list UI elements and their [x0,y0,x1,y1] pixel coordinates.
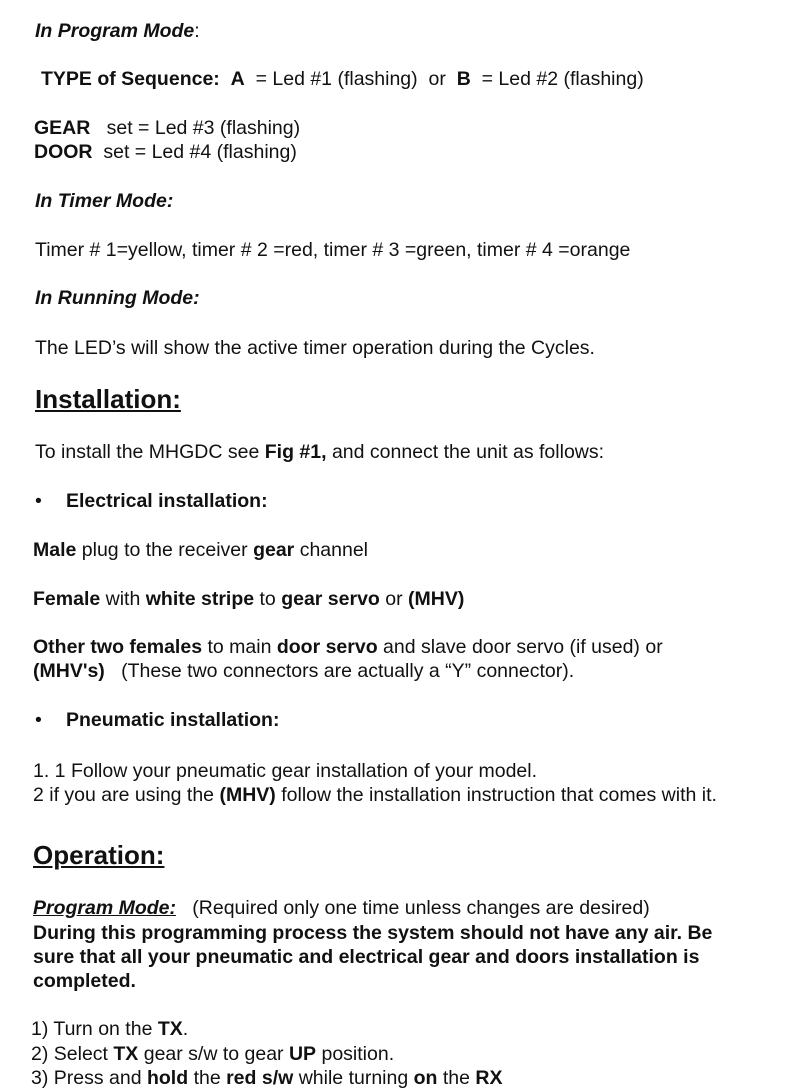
pneumatic-installation-bullet: • Pneumatic installation: [35,709,280,731]
electrical-installation-bullet: • Electrical installation: [35,490,268,512]
female-plug-line: Female with white stripe to gear servo or (MHV) [33,588,465,610]
sequence-type-line: TYPE of Sequence: A = Led #1 (flashing) or B = Led #2 (flashing) [41,68,644,90]
gear-set-line: GEAR set = Led #3 (flashing) [34,117,301,139]
male-plug-line: Male plug to the receiver gear channel [33,539,368,561]
operation-heading: Operation: [33,840,165,870]
operation-step-3: 3) Press and hold the red s/w while turning on the RX [31,1067,503,1089]
timer-mode-title: In Timer Mode: [35,190,174,212]
timer-colors-line: Timer # 1=yellow, timer # 2 =red, timer # 3 =green, timer # 4 =orange [35,239,631,261]
other-females-line-2: (MHV's) (These two connectors are actually a “Y” connector). [33,660,575,682]
other-females-line-1: Other two females to main door servo and slave door servo (if used) or [33,636,663,658]
warning-line-3: completed. [33,970,136,992]
installation-heading: Installation: [35,384,181,414]
installation-intro: To install the MHGDC see Fig #1, and connect the unit as follows: [35,441,605,463]
running-mode-text: The LED’s will show the active timer operation during the Cycles. [35,337,595,359]
bullet-icon: • [35,490,42,512]
running-mode-title: In Running Mode: [35,287,200,309]
warning-line-2: sure that all your pneumatic and electrical gear and doors installation is [33,946,700,968]
warning-line-1: During this programming process the system should not have any air. Be [33,922,713,944]
door-set-line: DOOR set = Led #4 (flashing) [34,141,297,163]
operation-step-2: 2) Select TX gear s/w to gear UP position. [31,1043,395,1065]
operation-step-1: 1) Turn on the TX. [31,1018,189,1040]
program-mode-line: Program Mode: (Required only one time unless changes are desired) [33,897,650,919]
program-mode-title: In Program Mode: [35,20,200,42]
pneumatic-step-1: 1. 1 Follow your pneumatic gear installation of your model. [33,760,538,782]
bullet-icon: • [35,709,42,731]
pneumatic-step-2: 2 if you are using the (MHV) follow the installation instruction that comes with it. [33,784,717,806]
